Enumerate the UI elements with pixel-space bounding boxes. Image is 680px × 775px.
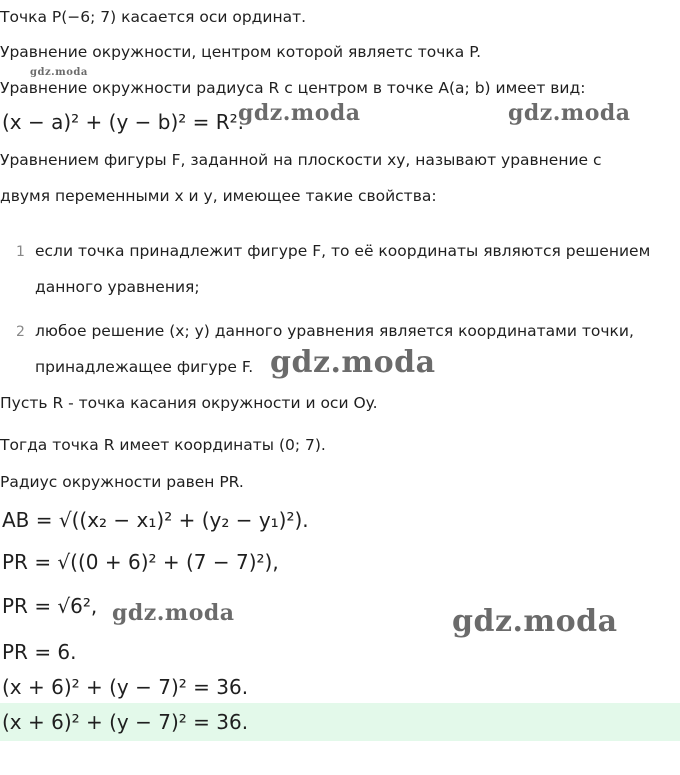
- formula-pr-1: PR = √((0 + 6)² + (7 − 7)²),: [2, 550, 279, 574]
- watermark-2: gdz.moda: [508, 100, 631, 126]
- list-item-1-line-2: данного уравнения;: [35, 278, 200, 296]
- formula-pr-2: PR = √6²,: [2, 594, 98, 618]
- text-line-7: Пусть R - точка касания окружности и оси Oy.: [0, 394, 378, 412]
- text-line-6: двумя переменными x и y, имеющее такие свойства:: [0, 187, 437, 205]
- text-line-2: Уравнение окружности, центром которой являетс точка P.: [0, 43, 482, 61]
- text-line-8: Тогда точка R имеет координаты (0; 7).: [0, 436, 326, 454]
- watermark-3: gdz.moda: [270, 345, 436, 380]
- list-item-1-line-1: если точка принадлежит фигуре F, то её координаты являются решением: [35, 242, 651, 260]
- formula-equation: (x + 6)² + (y − 7)² = 36.: [2, 675, 249, 699]
- watermark-4: gdz.moda: [112, 600, 235, 626]
- formula-answer: (x + 6)² + (y − 7)² = 36.: [2, 710, 249, 734]
- list-number-1: 1: [16, 244, 25, 260]
- watermark-5: gdz.moda: [452, 604, 618, 639]
- formula-pr-3: PR = 6.: [2, 640, 77, 664]
- text-line-1: Точка P(−6; 7) касается оси ординат.: [0, 8, 307, 26]
- list-item-2-line-1: любое решение (x; y) данного уравнения является координатами точки,: [35, 322, 634, 340]
- text-line-3: Уравнение окружности радиуса R с центром в точке A(a; b) имеет вид:: [0, 79, 586, 97]
- watermark-1: gdz.moda: [238, 100, 361, 126]
- text-line-5: Уравнением фигуры F, заданной на плоскости xy, называют уравнение с: [0, 151, 602, 169]
- formula-distance: AB = √((x₂ − x₁)² + (y₂ − y₁)²).: [2, 508, 309, 532]
- list-number-2: 2: [16, 324, 25, 340]
- text-line-9: Радиус окружности равен PR.: [0, 473, 244, 491]
- list-item-2-line-2: принадлежащее фигуре F.: [35, 358, 254, 376]
- formula-circle: (x − a)² + (y − b)² = R².: [2, 110, 245, 134]
- watermark-small: gdz.moda: [30, 67, 88, 78]
